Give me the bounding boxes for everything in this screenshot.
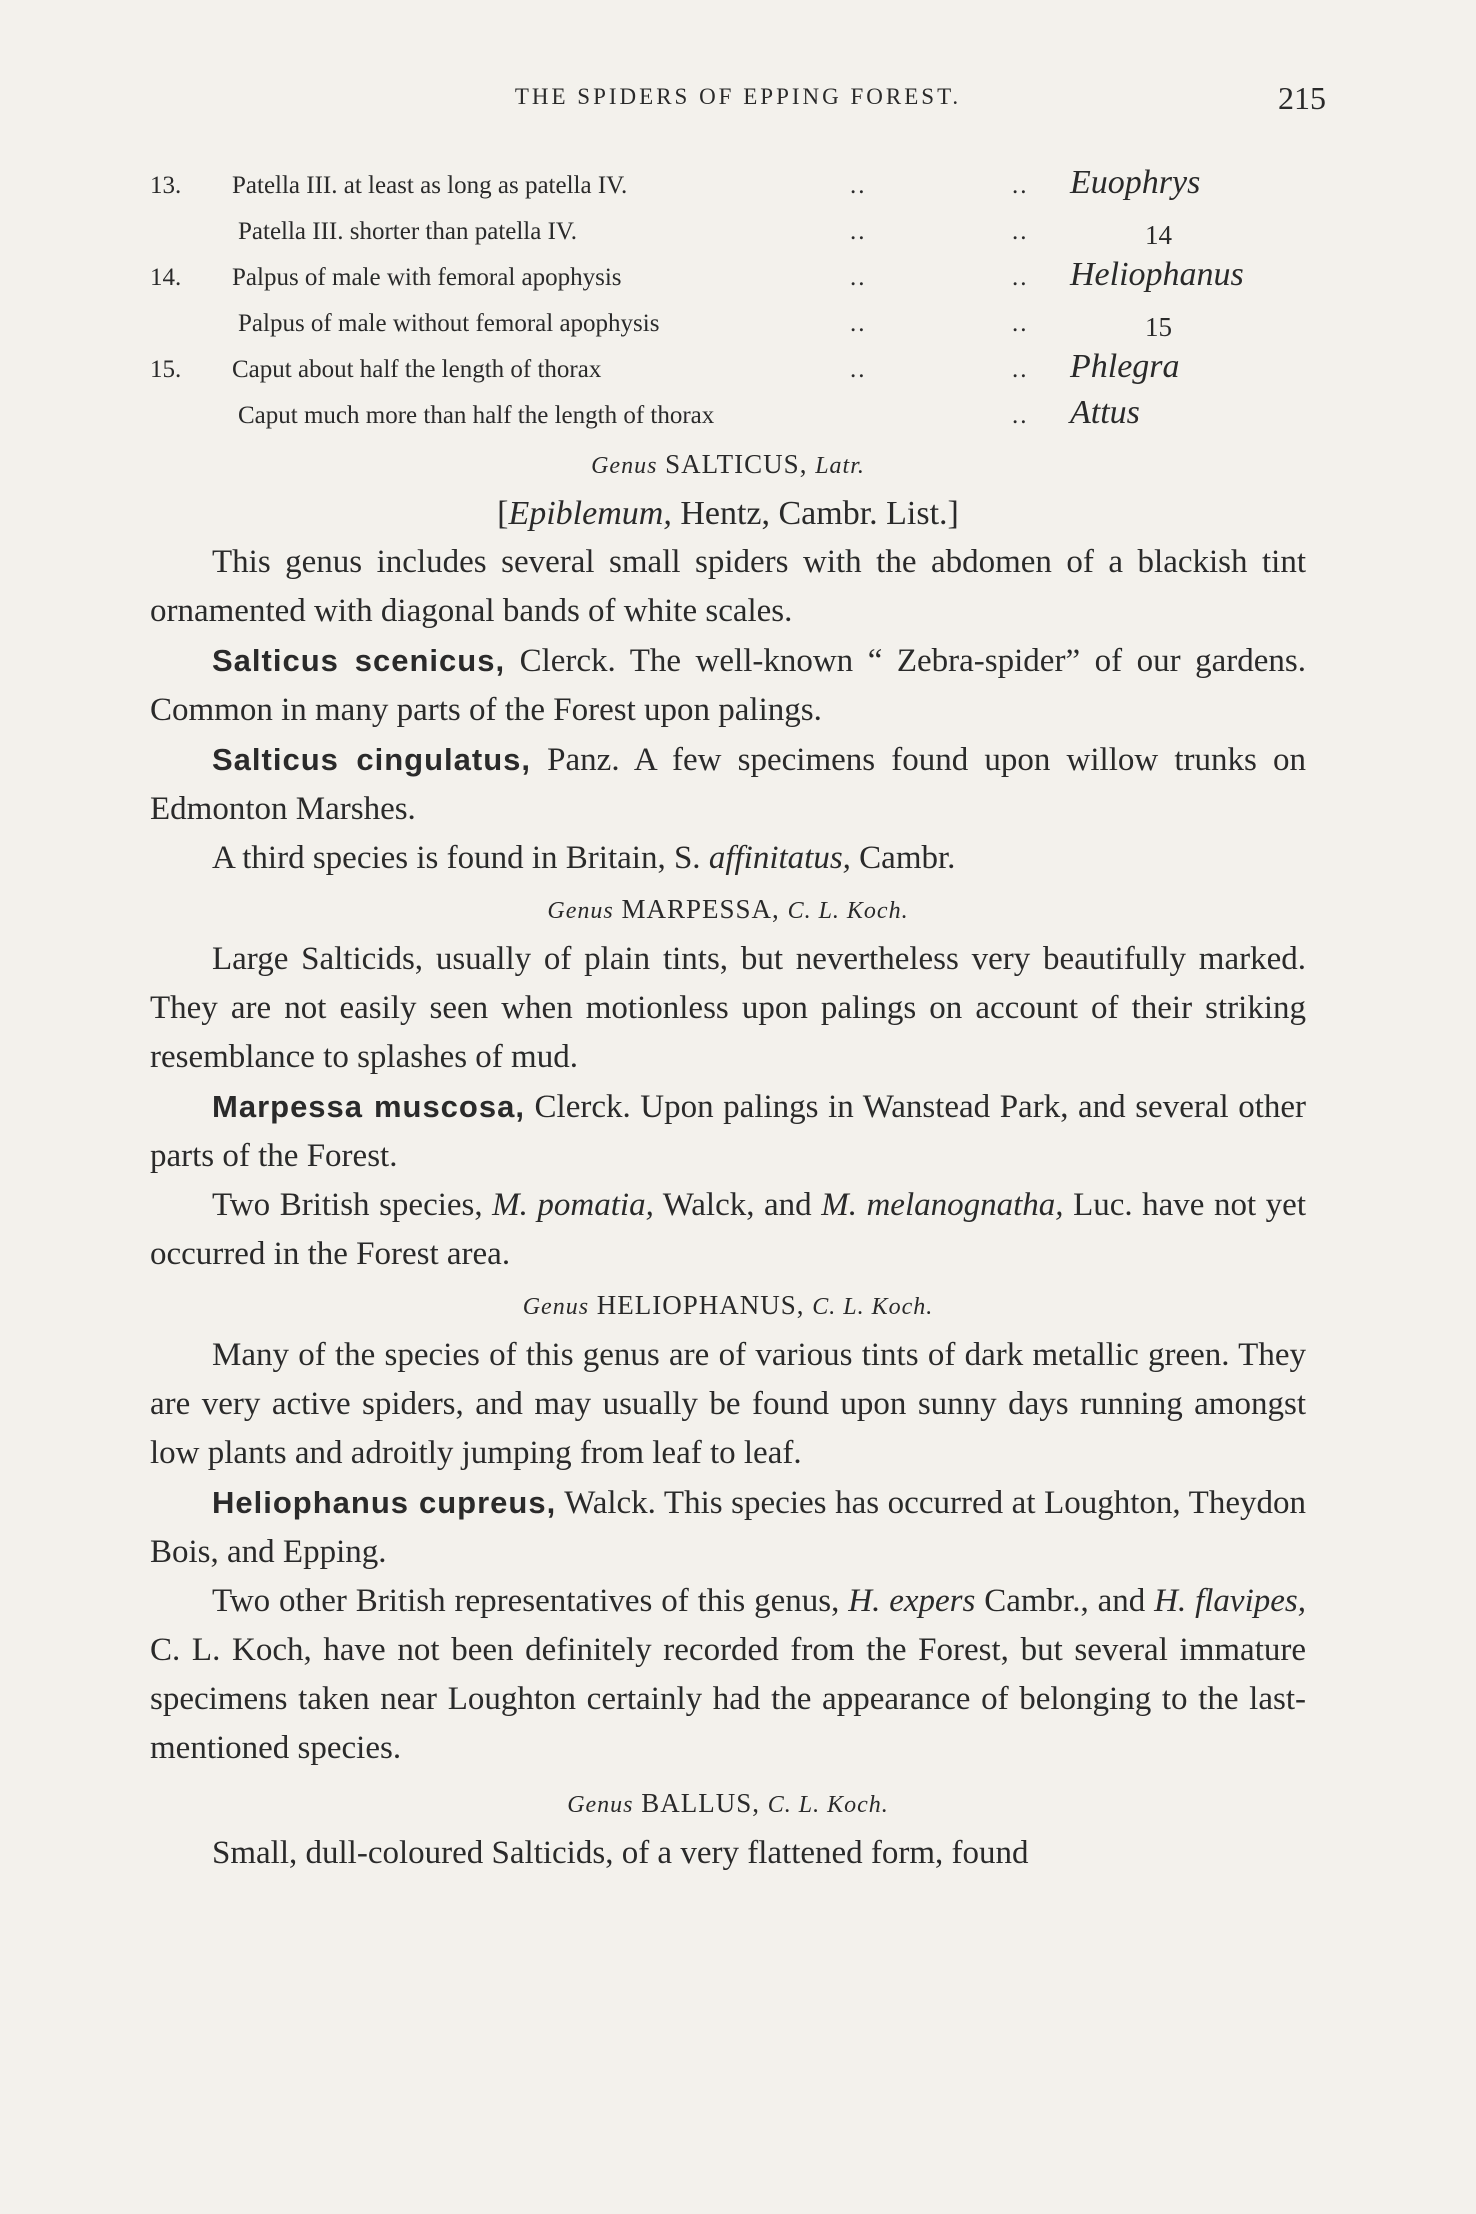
key-leader: .. [850, 172, 867, 199]
key-text: Palpus of male with femoral apophysis [232, 264, 622, 291]
genus-author: C. L. Koch. [812, 1294, 934, 1320]
key-result: Heliophanus [1070, 256, 1244, 293]
species-name: Heliophanus cupreus, [212, 1485, 557, 1520]
key-number: 13. [150, 172, 182, 199]
synonym-line: [Epiblemum, Hentz, Cambr. List.] [497, 495, 959, 532]
key-leader: .. [850, 264, 867, 291]
key-text: Patella III. shorter than patella IV. [238, 218, 578, 245]
key-row [150, 254, 1280, 300]
species-text: Panz. A few specimens found upon willow trunks on Edmonton Marshes. [150, 742, 1306, 827]
synonym-rest: Hentz, Cambr. List.] [671, 495, 959, 532]
genus-heading-ballus [150, 1779, 1306, 1829]
paragraph: Two other British representatives of this genus, H. expers Cambr., and H. flavipes, C. L. Koch, have not been definitely recorded from the Forest, but several immature specimens taken near Loughton certainly had the appearance of belonging to the last-mentioned species. [150, 1583, 1306, 1766]
genus-heading-heliophanus [150, 1281, 1306, 1331]
species-text: Walck. This species has occurred at Loughton, Theydon Bois, and Epping. [150, 1485, 1306, 1570]
page-number: 215 [1278, 80, 1326, 116]
key-leader: .. [1012, 172, 1029, 199]
key-row [150, 162, 1280, 208]
key-leader: .. [850, 218, 867, 245]
key-number: 14. [150, 264, 182, 291]
key-result: Phlegra [1070, 348, 1180, 385]
species-paragraph [150, 636, 1306, 735]
key-result: Attus [1070, 394, 1140, 431]
key-text: Caput about half the length of thorax [232, 356, 602, 383]
genus-author: Latr. [815, 453, 865, 479]
running-head [150, 80, 1326, 124]
species-text: Clerck. The well-known “ Zebra-spider” of our gardens. Common in many parts of the Forest upon palings. [150, 643, 1306, 728]
key-leader: .. [1012, 310, 1029, 337]
genus-word: Genus [522, 1294, 590, 1320]
paragraph: Many of the species of this genus are of various tints of dark metallic green. They are very active spiders, and may usually be found upon sunny days running amongst low plants and adroitly jumping from leaf to leaf. [150, 1337, 1306, 1471]
genus-word: Genus [547, 898, 614, 924]
paragraph: This genus includes several small spiders with the abdomen of a blackish tint ornamented with diagonal bands of white scales. [150, 544, 1306, 629]
key-leader: .. [1012, 402, 1029, 429]
genus-name: SALTICUS, [665, 449, 808, 479]
species-paragraph [150, 735, 1306, 834]
key-row [150, 208, 1280, 254]
salticus-section [150, 440, 1306, 1878]
paragraph: A third species is found in Britain, S. affinitatus, Cambr. [212, 840, 956, 876]
genus-author: C. L. Koch. [767, 1792, 889, 1818]
running-title: THE SPIDERS OF EPPING FOREST. [514, 84, 962, 109]
key-text: Palpus of male without femoral apophysis [238, 310, 660, 337]
key-leader: .. [1012, 218, 1029, 245]
key-leader: .. [1012, 356, 1029, 383]
genus-heading-marpessa [150, 885, 1306, 935]
key-result: 14 [1145, 220, 1172, 250]
key-row [150, 300, 1280, 346]
genus-name: HELIOPHANUS, [596, 1290, 805, 1320]
key-text: Caput much more than half the length of thorax [238, 402, 715, 429]
genus-name: MARPESSA, [621, 894, 780, 924]
identification-key [150, 162, 1280, 438]
key-result: 15 [1145, 312, 1172, 342]
key-leader: .. [850, 356, 867, 383]
paragraph: Large Salticids, usually of plain tints, but nevertheless very beautifully marked. They are not easily seen when motionless upon palings on account of their striking resemblance to splashes of mud. [150, 941, 1306, 1075]
key-result: Euophrys [1070, 164, 1201, 201]
genus-author: C. L. Koch. [787, 898, 909, 924]
key-leader: .. [850, 310, 867, 337]
key-number: 15. [150, 356, 182, 383]
key-row [150, 392, 1280, 438]
species-paragraph [150, 1082, 1306, 1181]
genus-word: Genus [567, 1792, 634, 1818]
key-leader: .. [1012, 264, 1029, 291]
species-text: Clerck. Upon palings in Wanstead Park, and several other parts of the Forest. [150, 1089, 1307, 1174]
key-row [150, 346, 1280, 392]
species-name: Salticus scenicus, [212, 643, 506, 678]
paragraph: Small, dull-coloured Salticids, of a very flattened form, found [212, 1835, 1029, 1871]
species-name: Marpessa muscosa, [212, 1089, 525, 1124]
species-paragraph [150, 1478, 1306, 1577]
genus-heading-salticus [150, 440, 1306, 490]
species-name: Salticus cingulatus, [212, 742, 532, 777]
key-text: Patella III. at least as long as patella IV. [232, 172, 628, 199]
paragraph: Two British species, M. pomatia, Walck, and M. melanognatha, Luc. have not yet occurred in the Forest area. [150, 1187, 1306, 1272]
synonym-name: Epiblemum, [508, 495, 672, 532]
genus-word: Genus [591, 453, 658, 479]
genus-name: BALLUS, [641, 1788, 761, 1818]
